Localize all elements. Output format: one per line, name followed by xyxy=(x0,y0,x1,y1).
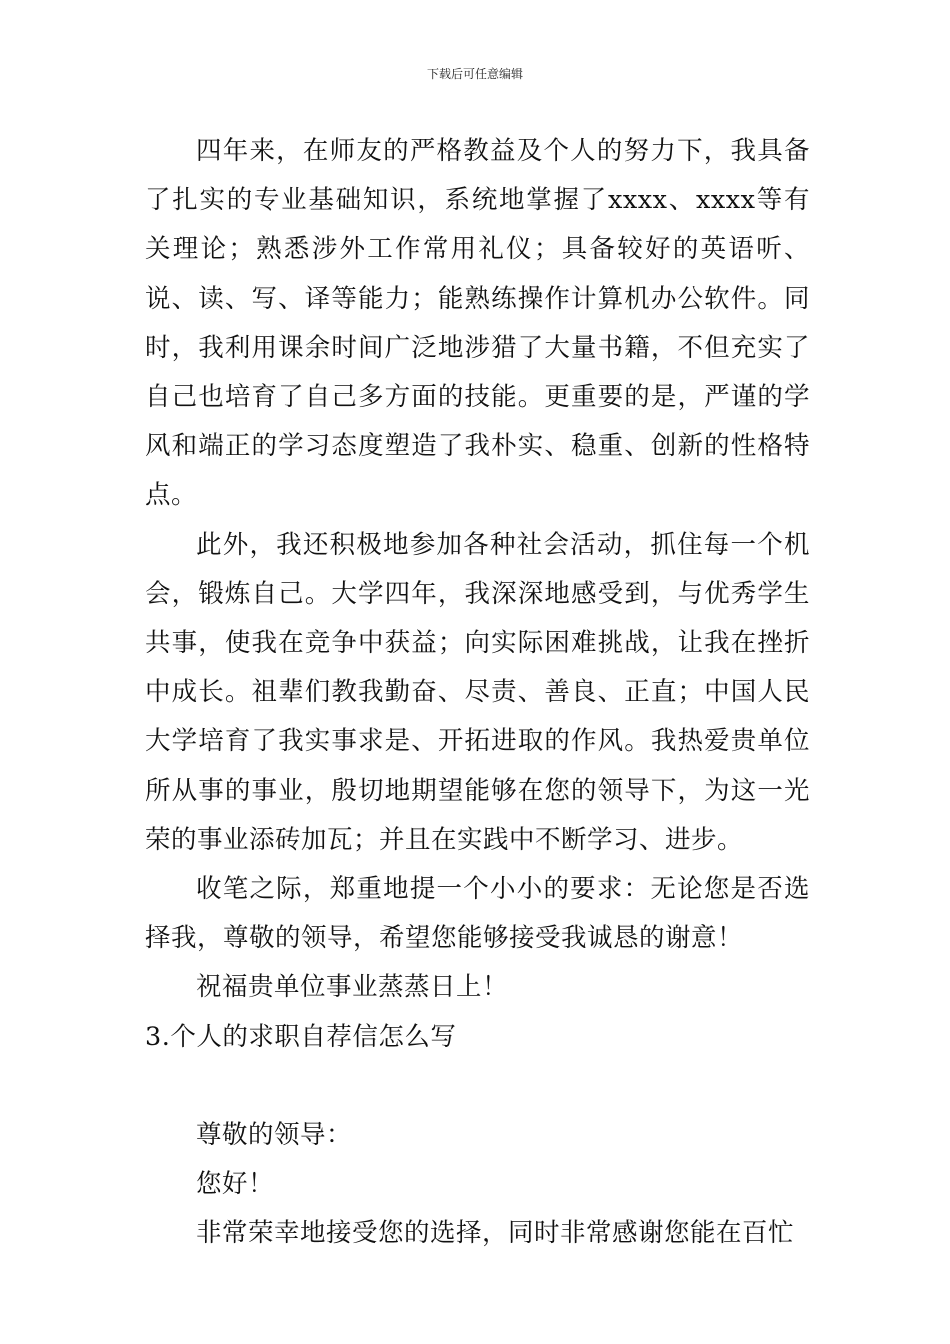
blank-line xyxy=(145,1062,810,1111)
paragraph-blessing: 祝福贵单位事业蒸蒸日上！ xyxy=(196,972,509,1003)
section-heading: 3.个人的求职自荐信怎么写 xyxy=(145,1021,457,1052)
letter-greeting: 您好！ xyxy=(196,1169,275,1200)
paragraph-letter-opening: 非常荣幸地接受您的选择，同时非常感谢您能在百忙 xyxy=(196,1218,795,1249)
paragraph-skills: 四年来，在师友的严格教益及个人的努力下，我具备了扎实的专业基础知识，系统地掌握了xxxx、xxxx等有关理论；熟悉涉外工作常用礼仪；具备较好的英语听、说、读、写、译等能力；能熟练操作计算机办公软件。同时，我利用课余时间广泛地涉猎了大量书籍，不但充实了自己也培育了自己多方面的技能。更重要的是，严谨的学风和端正的学习态度塑造了我朴实、稳重、创新的性格特点。 xyxy=(145,136,810,511)
paragraph-closing-request: 收笔之际，郑重地提一个小小的要求：无论您是否选择我，尊敬的领导，希望您能够接受我诚恳的谢意！ xyxy=(145,874,810,954)
header-note: 下载后可任意编辑 xyxy=(426,67,523,81)
document-body xyxy=(145,127,810,1259)
letter-salutation: 尊敬的领导： xyxy=(196,1120,353,1151)
paragraph-activities: 此外，我还积极地参加各种社会活动，抓住每一个机会，锻炼自己。大学四年，我深深地感受到，与优秀学生共事，使我在竞争中获益；向实际困难挑战，让我在挫折中成长。祖辈们教我勤奋、尽责、善良、正直；中国人民大学培育了我实事求是、开拓进取的作风。我热爱贵单位所从事的事业，殷切地期望能够在您的领导下，为这一光荣的事业添砖加瓦；并且在实践中不断学习、进步。 xyxy=(145,529,810,855)
